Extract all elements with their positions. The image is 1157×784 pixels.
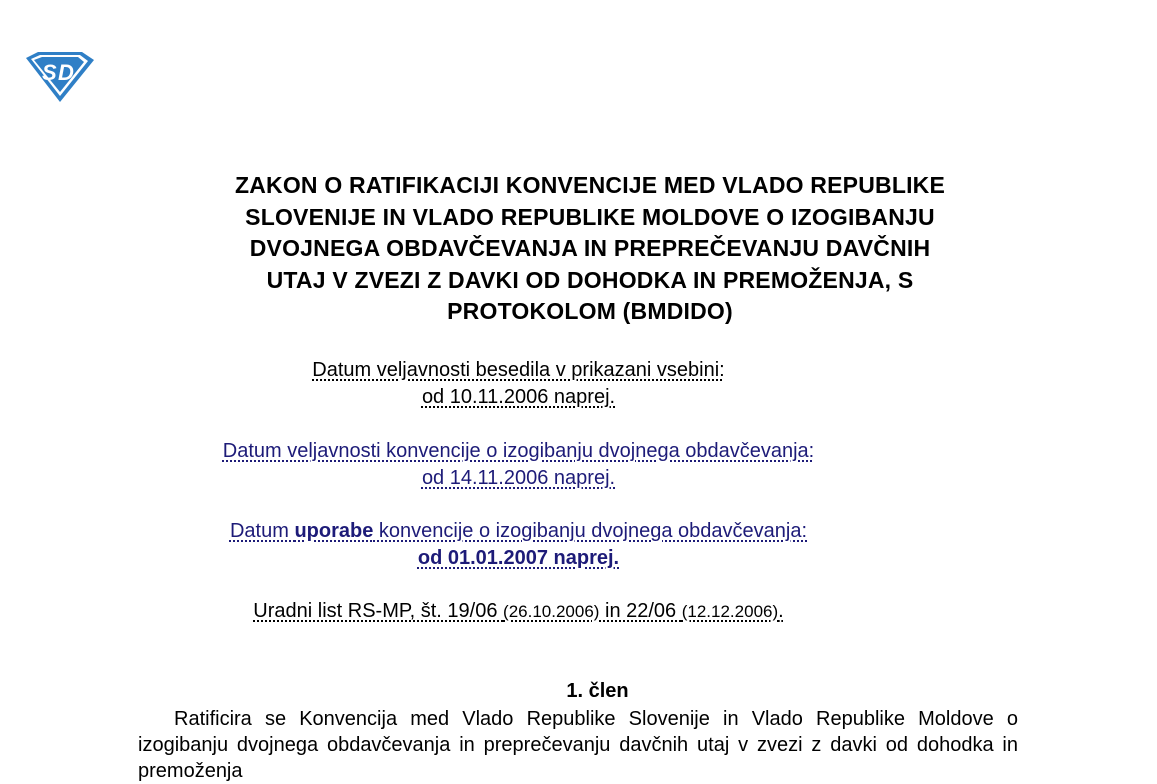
logo-shield-icon (22, 50, 96, 104)
title-line: SLOVENIJE IN VLADO REPUBLIKE MOLDOVE O IZOGIBANJU (245, 203, 935, 230)
gazette-reference (0, 598, 1097, 625)
validity-convention-block (0, 438, 1097, 492)
validity-convention-label: Datum veljavnosti konvencije o izogibanju dvojnega obdavčevanja: (222, 440, 815, 462)
use-convention-label (0, 518, 1097, 545)
gazette-part1: Uradni list RS-MP, št. 19/06 (253, 600, 504, 622)
validity-convention-value: od 14.11.2006 naprej. (421, 467, 616, 489)
article-text: Ratificira se Konvencija med Vlado Republike Slovenije in Vlado Republike Moldove o izogibanju dvojnega obdavčevanja in preprečevanju davčnih utaj v zvezi z davki od dohodka in premoženja (138, 708, 1018, 782)
svg-text:D: D (58, 60, 74, 85)
gazette-part2: in 22/06 (599, 600, 682, 622)
gazette-date2: (12.12.2006) (681, 602, 779, 621)
gazette-date1: (26.10.2006) (503, 602, 600, 621)
title-line: DVOJNEGA OBDAVČEVANJA IN PREPREČEVANJU DAVČNIH (249, 235, 931, 261)
use-convention-value: od 01.01.2007 naprej. (417, 547, 620, 569)
use-label-suffix: konvencije o izogibanju dvojnega obdavčevanja: (373, 520, 808, 542)
title-line: PROTOKOLOM (BMDIDO) (447, 298, 733, 324)
use-convention-block (0, 518, 1097, 572)
article-heading: 1. člen (566, 680, 629, 702)
validity-text-value: od 10.11.2006 naprej. (421, 386, 616, 408)
logo (22, 50, 96, 104)
use-label-prefix: Datum (229, 520, 295, 542)
validity-text-block (0, 357, 1097, 411)
svg-text:S: S (42, 60, 57, 85)
gazette-end: . (778, 600, 784, 622)
title-line: UTAJ V ZVEZI Z DAVKI OD DOHODKA IN PREMOŽENJA, S (266, 266, 914, 293)
validity-text-label: Datum veljavnosti besedila v prikazani vsebini: (312, 359, 725, 381)
use-label-bold: uporabe (294, 520, 374, 542)
title-line: ZAKON O RATIFIKACIJI KONVENCIJE MED VLADO REPUBLIKE (234, 172, 946, 198)
gazette-block (0, 598, 1097, 625)
document-title (150, 170, 1030, 328)
